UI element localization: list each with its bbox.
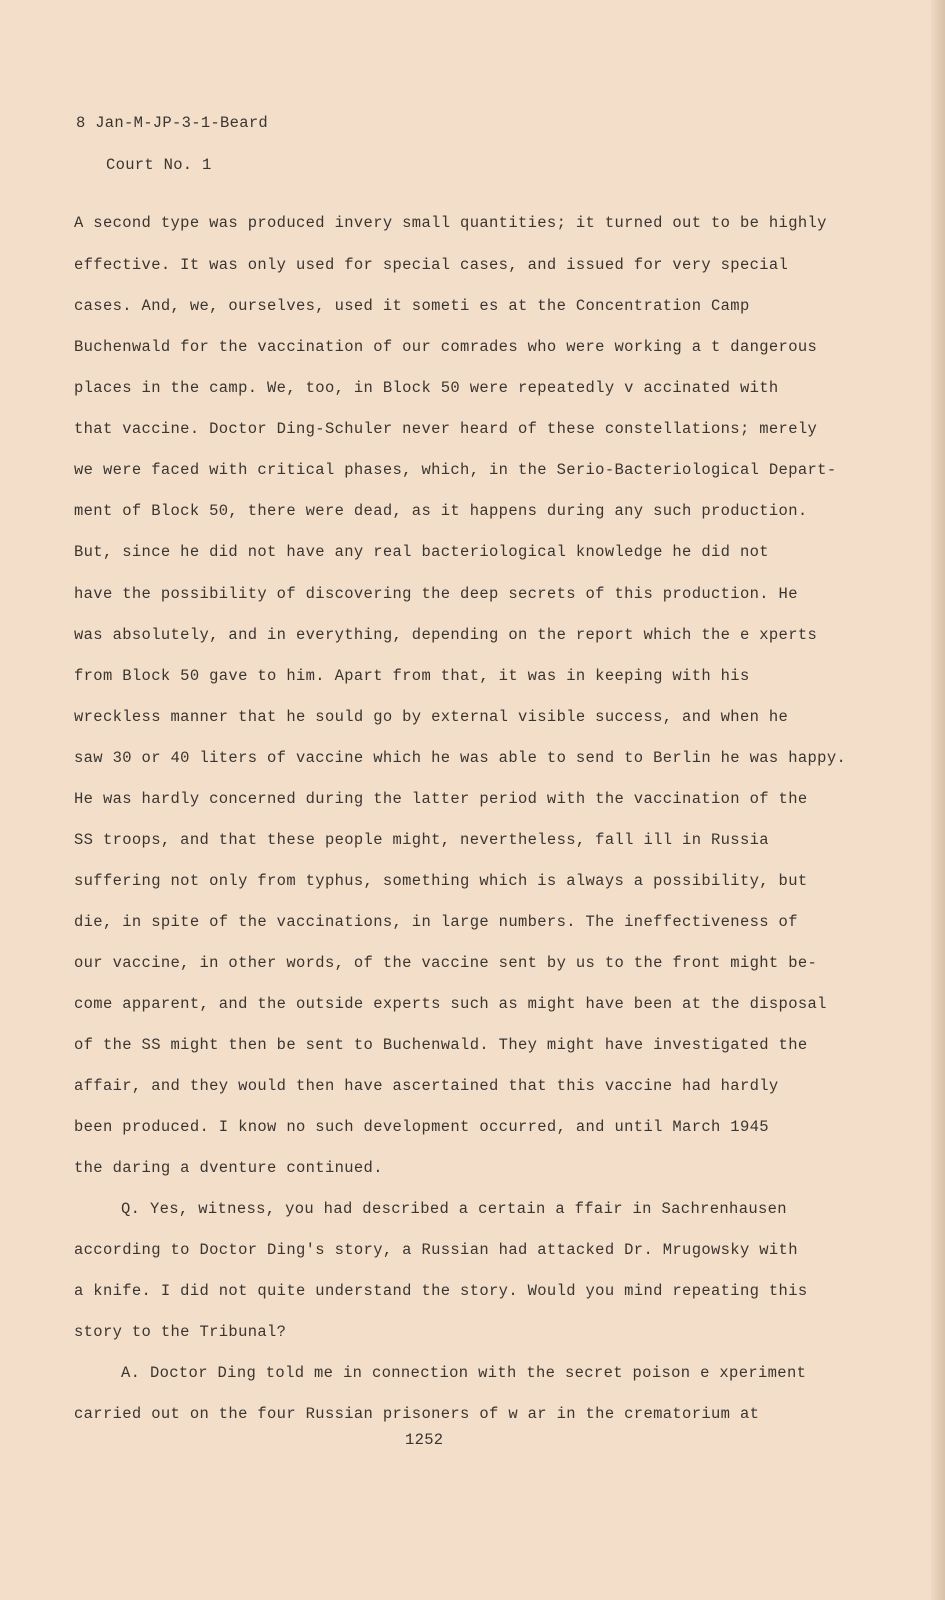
transcript-line: that vaccine. Doctor Ding-Schuler never heard of these constellations; merely (74, 420, 818, 438)
transcript-line: carried out on the four Russian prisoners of w ar in the crematorium at (74, 1405, 760, 1423)
transcript-line: our vaccine, in other words, of the vaccine sent by us to the front might be- (74, 954, 818, 972)
transcript-line: of the SS might then be sent to Buchenwald. They might have investigated the (74, 1036, 808, 1054)
transcript-line: story to the Tribunal? (74, 1323, 287, 1341)
transcript-line: we were faced with critical phases, which, in the Serio-Bacteriological Depart- (74, 461, 837, 479)
transcript-line: a knife. I did not quite understand the story. Would you mind repeating this (74, 1282, 808, 1300)
transcript-line: been produced. I know no such development occurred, and until March 1945 (74, 1118, 769, 1136)
transcript-line: suffering not only from typhus, something which is always a possibility, but (74, 872, 808, 890)
transcript-line: places in the camp. We, too, in Block 50 were repeatedly v accinated with (74, 379, 779, 397)
transcript-line: the daring a dventure continued. (74, 1159, 383, 1177)
question-line: Q. Yes, witness, you had described a certain a ffair in Sachrenhausen (121, 1200, 787, 1218)
transcript-line: from Block 50 gave to him. Apart from that, it was in keeping with his (74, 667, 750, 685)
document-reference: 8 Jan-M-JP-3-1-Beard (76, 114, 269, 132)
transcript-line: SS troops, and that these people might, nevertheless, fall ill in Russia (74, 831, 769, 849)
transcript-line: wreckless manner that he sould go by external visible success, and when he (74, 708, 789, 726)
transcript-line: was absolutely, and in everything, depending on the report which the e xperts (74, 626, 818, 644)
transcript-line: ment of Block 50, there were dead, as it happens during any such production. (74, 502, 808, 520)
transcript-line: He was hardly concerned during the latter period with the vaccination of the (74, 790, 808, 808)
transcript-line: But, since he did not have any real bacteriological knowledge he did not (74, 543, 769, 561)
page-number: 1252 (405, 1431, 444, 1449)
transcript-line: A second type was produced invery small quantities; it turned out to be highly (74, 214, 827, 232)
transcript-line: Buchenwald for the vaccination of our comrades who were working a t dangerous (74, 338, 818, 356)
court-number: Court No. 1 (106, 156, 212, 174)
transcript-line: come apparent, and the outside experts such as might have been at the disposal (74, 995, 827, 1013)
answer-line: A. Doctor Ding told me in connection with the secret poison e xperiment (121, 1364, 807, 1382)
transcript-line: have the possibility of discovering the deep secrets of this production. He (74, 585, 798, 603)
transcript-line: effective. It was only used for special cases, and issued for very special (74, 256, 789, 274)
transcript-line: saw 30 or 40 liters of vaccine which he was able to send to Berlin he was happy. (74, 749, 847, 767)
transcript-line: cases. And, we, ourselves, used it someti es at the Concentration Camp (74, 297, 750, 315)
transcript-line: die, in spite of the vaccinations, in large numbers. The ineffectiveness of (74, 913, 798, 931)
transcript-line: according to Doctor Ding's story, a Russian had attacked Dr. Mrugowsky with (74, 1241, 798, 1259)
transcript-line: affair, and they would then have ascertained that this vaccine had hardly (74, 1077, 779, 1095)
